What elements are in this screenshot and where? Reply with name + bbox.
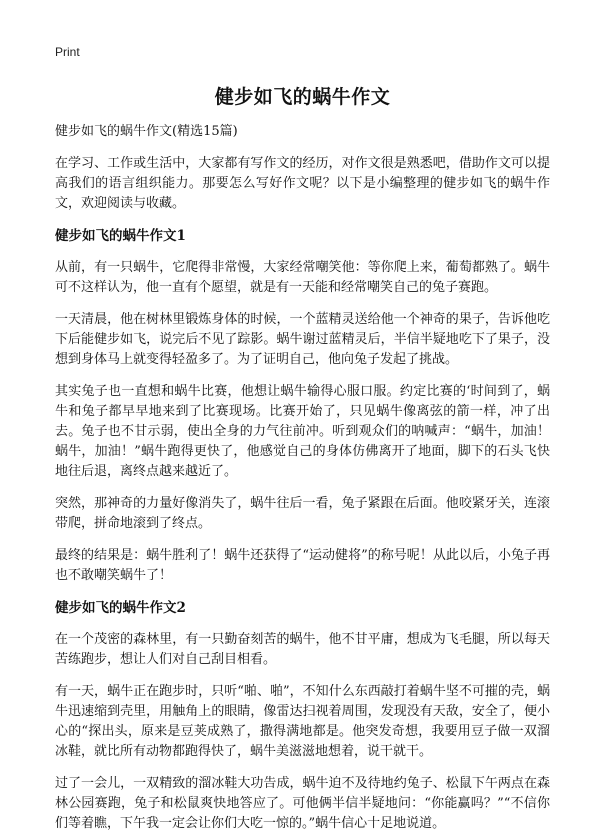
section-1-paragraph: 突然，那神奇的力量好像消失了，蜗牛往后一看，兔子紧跟在后面。他咬紧牙关，连滚带爬，拼命地滚到了终点。 [55,496,550,531]
section-1-paragraph: 其实兔子也一直想和蜗牛比赛，他想让蜗牛输得心服口服。约定比赛的‘时间到了，蜗牛和兔子都早早地来到了比赛现场。比赛开始了，只见蜗牛像离弦的箭一样，冲了出去。兔子也不甘示弱，使出全身的力气往前冲。听到观众们的呐喊声：“蜗牛，加油！蜗牛，加油！”蜗牛跑得更快了，他感觉自己的身体仿佛离开了地面，脚下的石头飞快地往后退，离终点越来越近了。 [55,384,550,479]
section-1-paragraph: 一天清晨，他在树林里锻炼身体的时候，一个蓝精灵送给他一个神奇的果子，告诉他吃下后能健步如飞，说完后不见了踪影。蜗牛谢过蓝精灵后，半信半疑地吃下了果子，没想到身体马上就变得轻盈多了。为了证明自己，他向兔子发起了挑战。 [55,312,550,367]
section-1-paragraph: 最终的结果是：蜗牛胜利了！蜗牛还获得了“运动健将”的称号呢！从此以后，小兔子再也不敢嘲笑蜗牛了！ [55,548,550,583]
document-subtitle: 健步如飞的蜗牛作文(精选15篇) [55,124,238,139]
section-2-paragraph: 有一天，蜗牛正在跑步时，只听“啪、啪”，不知什么东西敲打着蜗牛坚不可摧的壳，蜗牛迅速缩到壳里，用触角上的眼睛，像雷达扫视着周围，发现没有天敌，安全了，便小心的“探出头，原来是豆荚成熟了，撒得满地都是。他突发奇想，我要用豆子做一双溜冰鞋，就比所有动物都跑得快了，蜗牛美滋滋地想着，说干就干。 [55,684,550,759]
section-heading-1: 健步如飞的蜗牛作文1 [55,228,186,244]
section-heading-2: 健步如飞的蜗牛作文2 [55,600,186,616]
page-title: 健步如飞的蜗牛作文 [214,86,391,108]
section-2-paragraph: 过了一会儿，一双精致的溜冰鞋大功告成，蜗牛迫不及待地约兔子、松鼠下午两点在森林公园赛跑，兔子和松鼠爽快地答应了。可他俩半信半疑地问：“你能赢吗？”“不信你们等着瞧，下午我一定会让你们大吃一惊的。”蜗牛信心十足地说道。 [55,776,550,831]
section-2-paragraph: 在一个茂密的森林里，有一只勤奋刻苦的蜗牛，他不甘平庸，想成为飞毛腿，所以每天苦练跑步，想让人们对自己刮目相看。 [55,632,550,667]
print-link[interactable]: Print [55,45,80,59]
section-1-paragraph: 从前，有一只蜗牛，它爬得非常慢，大家经常嘲笑他：等你爬上来，葡萄都熟了。蜗牛可不这样认为，他一直有个愿望，就是有一天能和经常嘲笑自己的兔子赛跑。 [55,260,550,295]
intro-paragraph: 在学习、工作或生活中，大家都有写作文的经历，对作文很是熟悉吧，借助作文可以提高我们的语言组织能力。那要怎么写好作文呢？以下是小编整理的健步如飞的蜗牛作文，欢迎阅读与收藏。 [55,156,550,211]
